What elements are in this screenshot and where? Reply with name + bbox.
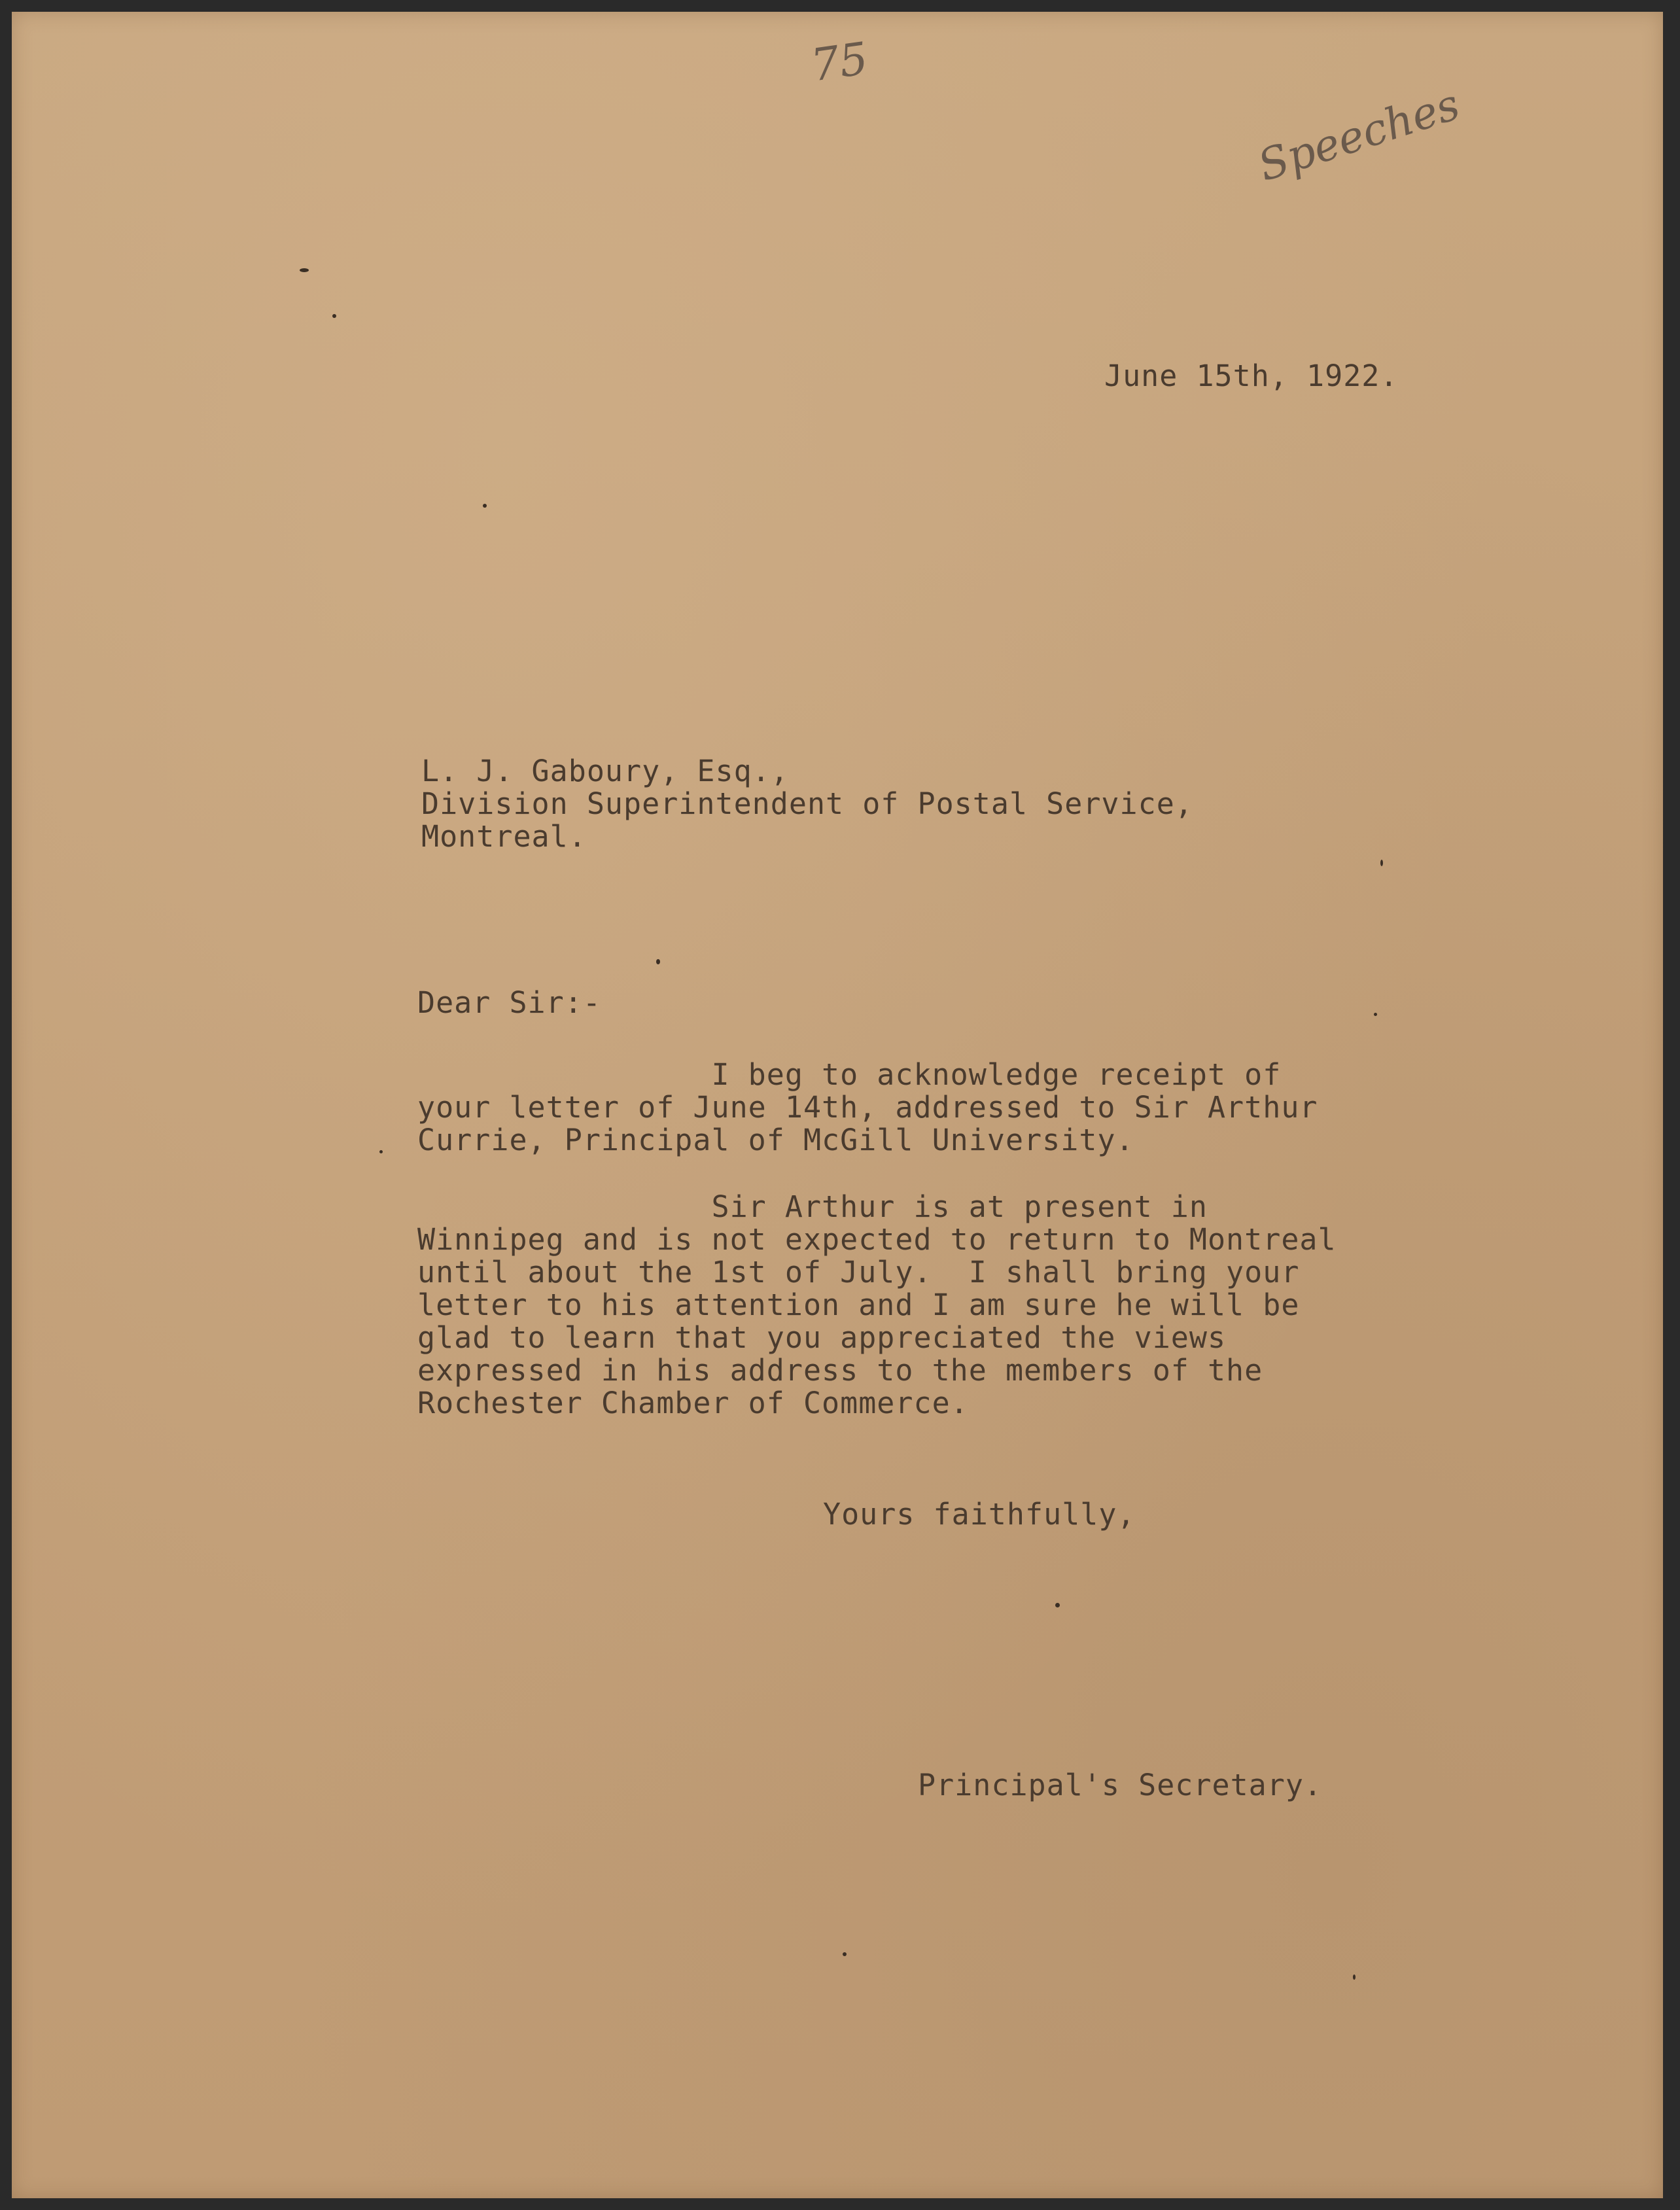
- body-line: I beg to acknowledge receipt of: [417, 1057, 1282, 1092]
- body-line: expressed in his address to the members of the: [417, 1353, 1263, 1388]
- paper-speck: [1374, 1013, 1377, 1016]
- body-line: Winnipeg and is not expected to return to Montreal: [417, 1222, 1337, 1257]
- paper-speck: [332, 314, 336, 318]
- paper-speck: [300, 268, 309, 272]
- body-line: Sir Arthur is at present in: [417, 1189, 1208, 1224]
- letter-date: June 15th, 1922.: [1104, 359, 1399, 393]
- body-line: until about the 1st of July. I shall bring your: [417, 1255, 1300, 1289]
- paper-speck: [1353, 1974, 1356, 1980]
- salutation: Dear Sir:-: [417, 985, 601, 1020]
- paper-speck: [1055, 1603, 1060, 1607]
- paper-speck: [379, 1150, 383, 1153]
- recipient-line: Montreal.: [421, 819, 587, 854]
- recipient-line: L. J. Gaboury, Esq.,: [421, 754, 789, 788]
- paper-speck: [656, 959, 660, 964]
- letter-page: [12, 12, 1663, 2198]
- body-line: glad to learn that you appreciated the views: [417, 1320, 1227, 1355]
- filing-note-annotation: Speeches: [1251, 79, 1466, 192]
- closing: Yours faithfully,: [823, 1497, 1136, 1532]
- body-line: Currie, Principal of McGill University.: [417, 1123, 1134, 1157]
- body-line: letter to his attention and I am sure he will be: [417, 1288, 1300, 1322]
- recipient-line: Division Superintendent of Postal Service,: [421, 786, 1193, 821]
- paper-speck: [1380, 860, 1383, 866]
- body-line: Rochester Chamber of Commerce.: [417, 1386, 969, 1420]
- body-line: your letter of June 14th, addressed to Sir Arthur: [417, 1090, 1318, 1125]
- signature-title: Principal's Secretary.: [918, 1768, 1323, 1802]
- paper-speck: [483, 504, 487, 508]
- page-number-annotation: 75: [807, 33, 871, 92]
- paper-speck: [843, 1952, 847, 1956]
